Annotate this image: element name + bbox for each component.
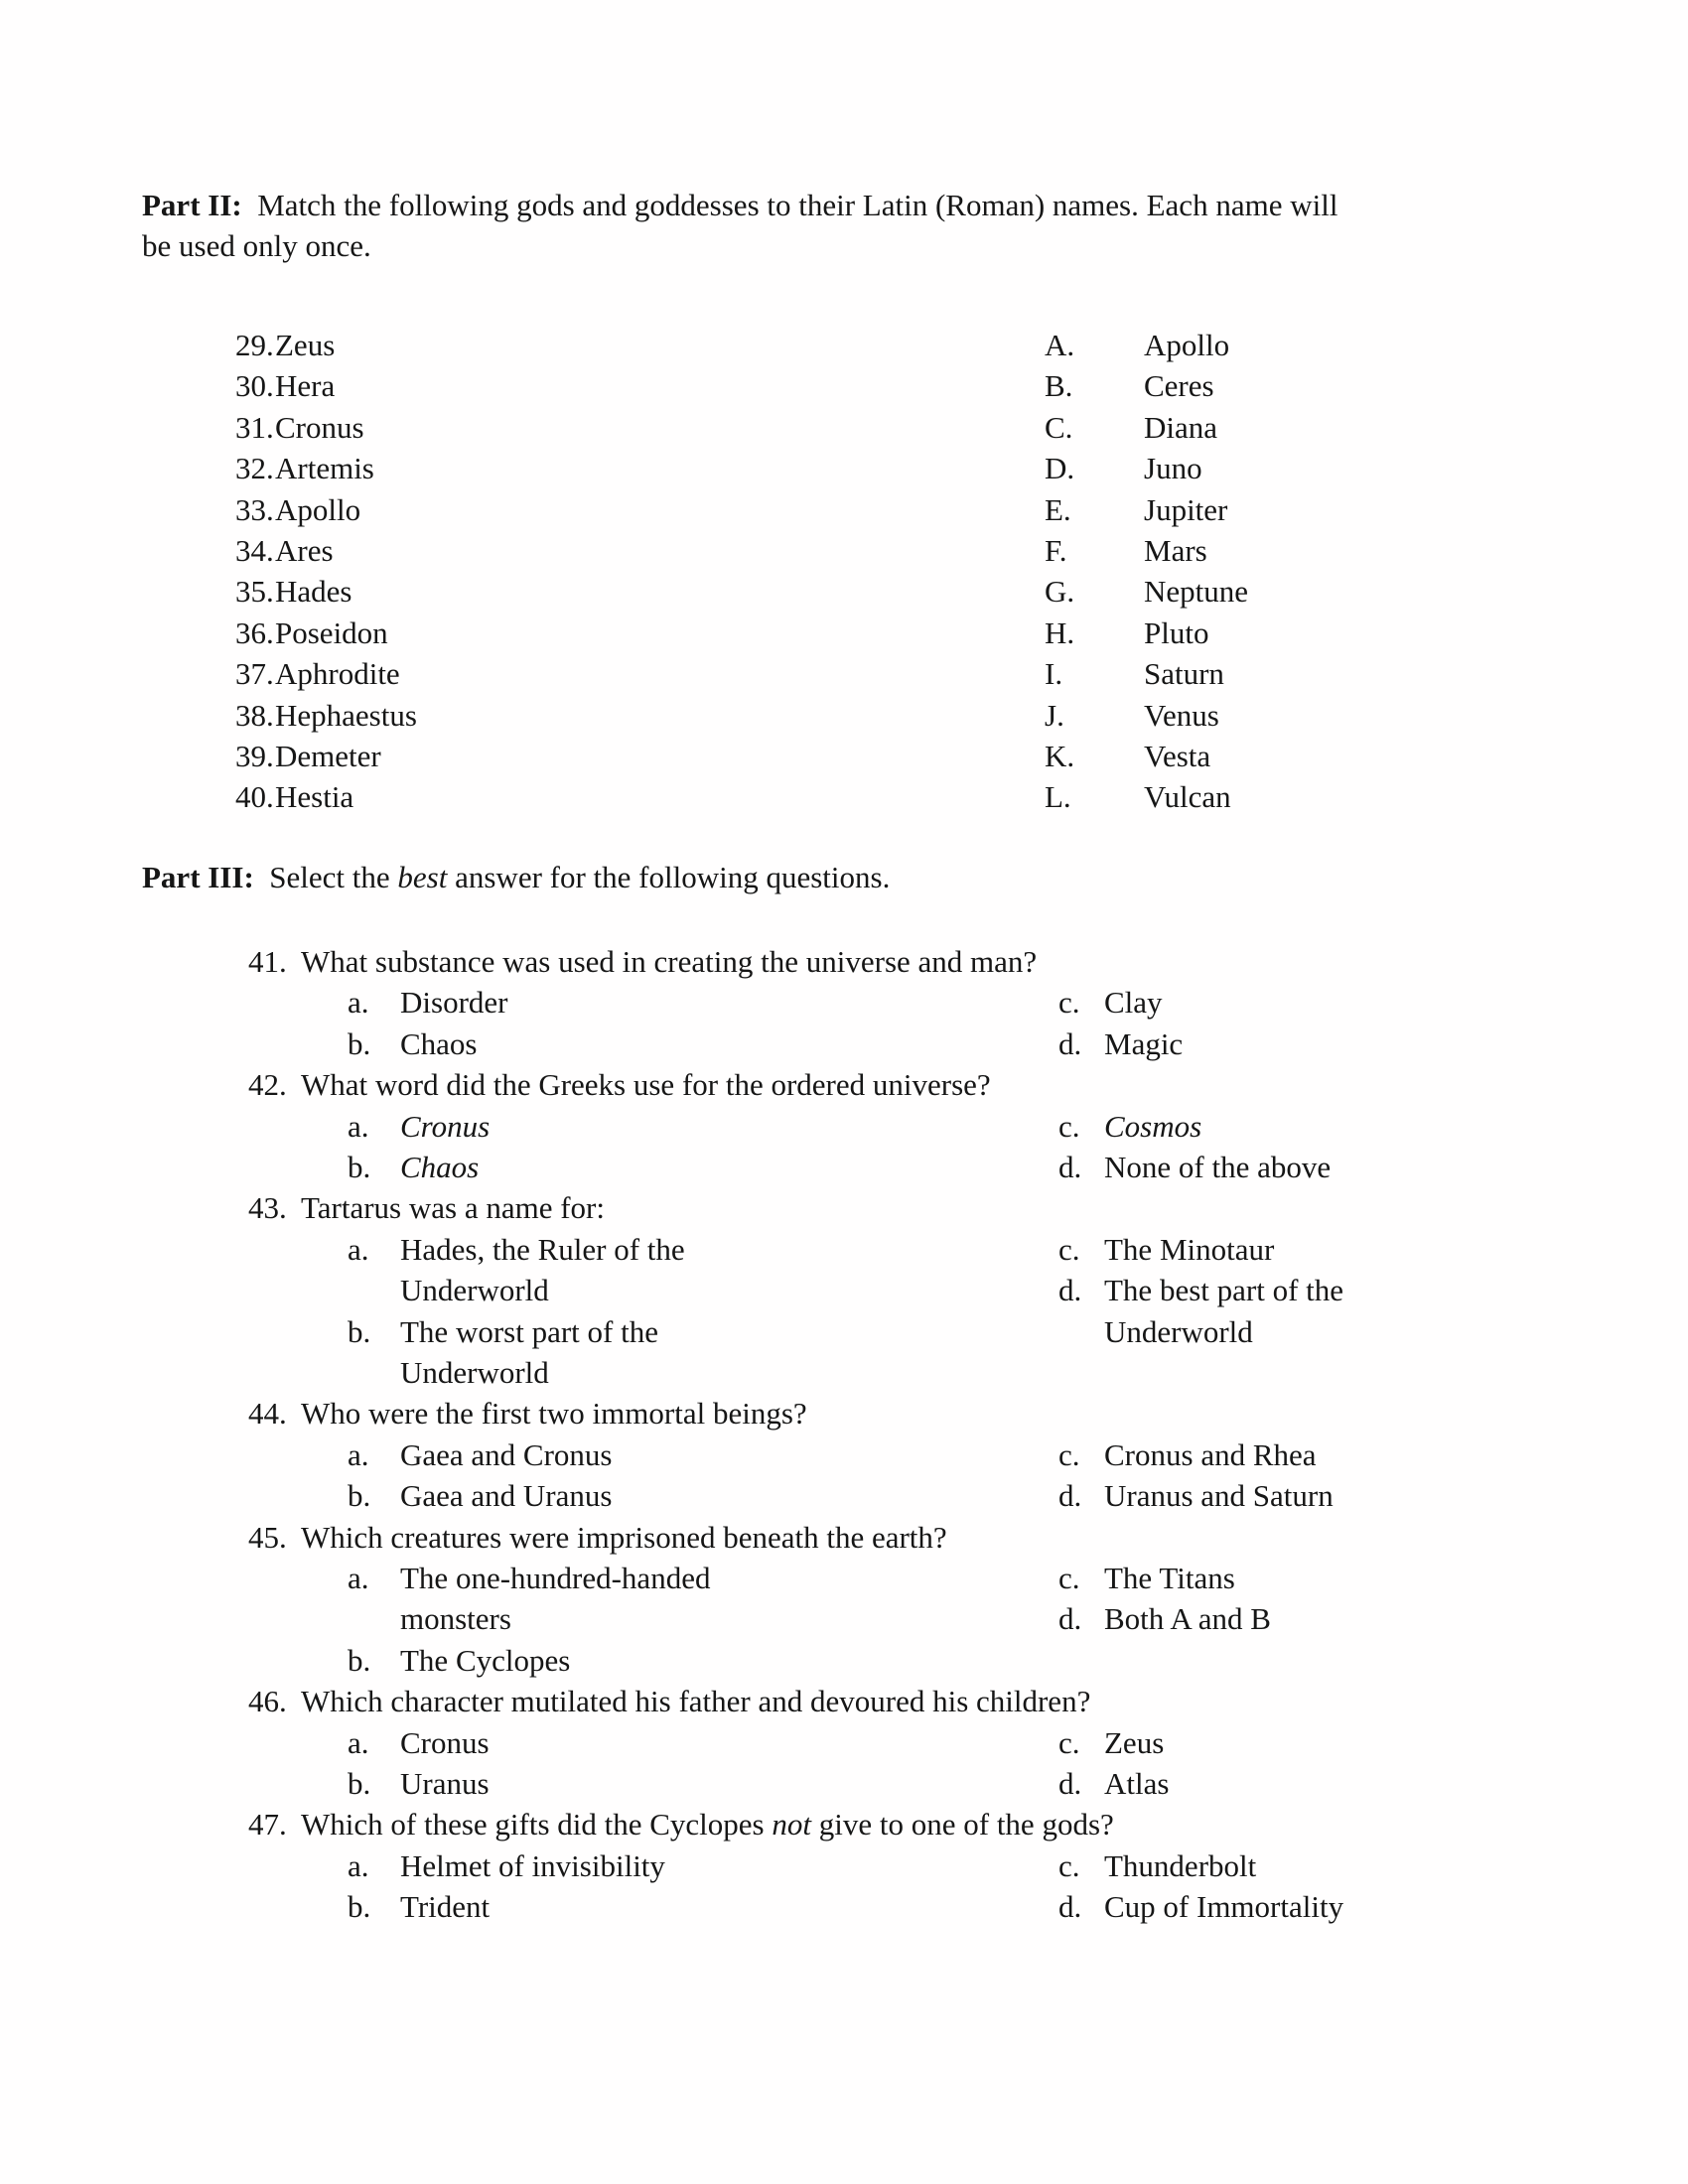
question-text bbox=[301, 941, 1037, 982]
option-text-line: Magic bbox=[1104, 1025, 1184, 1061]
greek-item-name: Apollo bbox=[275, 491, 361, 527]
question-block bbox=[0, 941, 1688, 1064]
option-text bbox=[1104, 982, 1163, 1023]
option-item bbox=[1058, 1475, 1334, 1516]
option-item bbox=[348, 1229, 983, 1311]
option-item bbox=[348, 1475, 983, 1516]
greek-item-name: Hephaestus bbox=[275, 697, 417, 733]
part3-instruction-segment: answer for the following questions. bbox=[447, 860, 891, 894]
option-item bbox=[348, 982, 983, 1023]
latin-item-letter: G. bbox=[1045, 574, 1075, 610]
option-item bbox=[1058, 1270, 1343, 1352]
options-column-left bbox=[348, 1434, 983, 1517]
matching-row bbox=[0, 776, 1688, 817]
question-text bbox=[301, 1187, 605, 1228]
option-text-line: Hades, the Ruler of the bbox=[400, 1231, 685, 1267]
greek-item-name: Aphrodite bbox=[275, 656, 400, 692]
option-text-line: The Titans bbox=[1104, 1561, 1235, 1596]
matching-row bbox=[0, 530, 1688, 571]
option-letter: b. bbox=[348, 1150, 371, 1184]
option-text-line: monsters bbox=[400, 1601, 511, 1637]
matching-row bbox=[0, 571, 1688, 612]
question-text-segment: Which creatures were imprisoned beneath the earth? bbox=[301, 1519, 947, 1555]
options-group bbox=[0, 1845, 1688, 1928]
option-text-line: The best part of the bbox=[1104, 1273, 1344, 1308]
question-text-segment: Who were the first two immortal beings? bbox=[301, 1396, 807, 1432]
option-item bbox=[1058, 1229, 1343, 1270]
option-text bbox=[1104, 1434, 1317, 1475]
part2-header-line1 bbox=[142, 188, 1337, 222]
option-letter: a. bbox=[348, 985, 369, 1021]
question-number: 42. bbox=[248, 1067, 287, 1103]
matching-section bbox=[0, 325, 1688, 818]
question-number: 43. bbox=[248, 1190, 287, 1226]
latin-item-letter: A. bbox=[1045, 328, 1075, 362]
greek-item-number: 33. bbox=[235, 491, 274, 527]
option-item bbox=[1058, 1024, 1183, 1064]
option-text bbox=[1104, 1722, 1164, 1763]
option-text-line: Thunderbolt bbox=[1104, 1847, 1257, 1883]
part3-instruction-segment: best bbox=[397, 860, 448, 894]
matching-row bbox=[0, 736, 1688, 776]
option-item bbox=[348, 1558, 983, 1640]
options-group bbox=[0, 1229, 1688, 1394]
option-text-line: Clay bbox=[1104, 985, 1163, 1021]
option-text bbox=[1104, 1024, 1183, 1064]
option-letter: d. bbox=[1058, 1889, 1082, 1925]
question-block bbox=[0, 1064, 1688, 1187]
options-group bbox=[0, 1106, 1688, 1188]
option-letter: a. bbox=[348, 1847, 369, 1883]
option-letter: a. bbox=[348, 1724, 369, 1760]
option-text bbox=[1104, 1229, 1274, 1270]
latin-item-letter: E. bbox=[1045, 491, 1071, 527]
option-letter: d. bbox=[1058, 1025, 1082, 1061]
question-text-segment: give to one of the gods? bbox=[811, 1807, 1114, 1843]
matching-row bbox=[0, 489, 1688, 530]
question-line bbox=[0, 1064, 1688, 1105]
option-text-line: Zeus bbox=[1104, 1724, 1165, 1760]
greek-item-name: Hestia bbox=[275, 779, 354, 815]
greek-item-name: Hades bbox=[275, 574, 352, 610]
option-text-line: Both A and B bbox=[1104, 1601, 1271, 1637]
option-text bbox=[400, 1558, 710, 1640]
part3-header bbox=[142, 857, 890, 897]
question-number: 47. bbox=[248, 1807, 287, 1843]
latin-item-name: Ceres bbox=[1144, 368, 1214, 404]
option-letter: d. bbox=[1058, 1601, 1082, 1637]
options-column-left bbox=[348, 1106, 983, 1188]
greek-item-number: 36. bbox=[235, 614, 274, 650]
option-text bbox=[1104, 1558, 1235, 1598]
option-letter: c. bbox=[1058, 1561, 1080, 1596]
option-text-line: Trident bbox=[400, 1889, 491, 1925]
option-text bbox=[400, 1311, 658, 1394]
question-block bbox=[0, 1517, 1688, 1682]
question-text bbox=[301, 1681, 1090, 1721]
option-text-line: Gaea and Uranus bbox=[400, 1478, 613, 1514]
latin-item-name: Venus bbox=[1144, 697, 1219, 733]
question-number: 41. bbox=[248, 944, 287, 979]
option-item bbox=[1058, 1434, 1334, 1475]
option-text-line: Chaos bbox=[400, 1025, 478, 1061]
option-text-line: Atlas bbox=[1104, 1766, 1170, 1802]
option-text-line: Underworld bbox=[1104, 1313, 1253, 1349]
option-item bbox=[1058, 982, 1183, 1023]
part2-header bbox=[142, 185, 1337, 267]
option-letter: d. bbox=[1058, 1766, 1082, 1802]
latin-item-name: Pluto bbox=[1144, 614, 1209, 650]
option-letter: a. bbox=[348, 1231, 369, 1267]
options-column-right bbox=[1058, 1845, 1343, 1928]
options-column-left bbox=[348, 1722, 983, 1805]
greek-item-name: Cronus bbox=[275, 409, 364, 445]
matching-row bbox=[0, 448, 1688, 488]
question-text-segment: Which character mutilated his father and devoured his children? bbox=[301, 1684, 1091, 1719]
latin-item-name: Diana bbox=[1144, 409, 1218, 445]
options-column-left bbox=[348, 1229, 983, 1394]
options-column-left bbox=[348, 1558, 983, 1681]
option-text-line: Uranus bbox=[400, 1766, 490, 1802]
option-item bbox=[1058, 1147, 1331, 1187]
option-text-line: The worst part of the bbox=[400, 1313, 658, 1349]
question-number: 46. bbox=[248, 1684, 287, 1719]
option-letter: c. bbox=[1058, 1436, 1080, 1472]
part3-label: Part III: bbox=[142, 860, 254, 894]
greek-item-number: 31. bbox=[235, 409, 274, 445]
option-item bbox=[348, 1147, 983, 1187]
matching-row bbox=[0, 325, 1688, 365]
part3-instruction-segment: Select the bbox=[253, 860, 398, 894]
option-text bbox=[400, 1434, 613, 1475]
option-text-line: Cup of Immortality bbox=[1104, 1889, 1344, 1925]
option-item bbox=[348, 1640, 983, 1681]
options-column-right bbox=[1058, 1229, 1343, 1352]
question-text-segment: What substance was used in creating the universe and man? bbox=[301, 944, 1038, 979]
latin-item-name: Juno bbox=[1144, 451, 1202, 486]
part2-label: Part II: bbox=[142, 188, 242, 222]
matching-row bbox=[0, 653, 1688, 694]
option-letter: c. bbox=[1058, 1231, 1080, 1267]
question-line bbox=[0, 1681, 1688, 1721]
option-letter: b. bbox=[348, 1642, 371, 1678]
options-group bbox=[0, 1722, 1688, 1805]
option-letter: a. bbox=[348, 1108, 369, 1144]
latin-item-letter: H. bbox=[1045, 614, 1075, 650]
greek-item-number: 32. bbox=[235, 451, 274, 486]
option-item bbox=[1058, 1886, 1343, 1927]
question-line bbox=[0, 941, 1688, 982]
option-item bbox=[1058, 1598, 1271, 1639]
latin-item-name: Mars bbox=[1144, 532, 1207, 568]
greek-item-number: 38. bbox=[235, 697, 274, 733]
greek-item-name: Zeus bbox=[275, 328, 336, 362]
latin-item-letter: K. bbox=[1045, 738, 1075, 773]
option-text-line: Underworld bbox=[400, 1355, 549, 1391]
options-column-right bbox=[1058, 1434, 1334, 1517]
options-column-left bbox=[348, 1845, 983, 1928]
option-letter: d. bbox=[1058, 1273, 1082, 1308]
greek-item-name: Poseidon bbox=[275, 614, 388, 650]
part2-instructions-line1: Match the following gods and goddesses to their Latin (Roman) names. Each name will bbox=[241, 188, 1338, 222]
latin-item-letter: C. bbox=[1045, 409, 1073, 445]
question-block bbox=[0, 1681, 1688, 1804]
option-text bbox=[400, 982, 507, 1023]
option-text-line: Gaea and Cronus bbox=[400, 1436, 613, 1472]
option-letter: a. bbox=[348, 1436, 369, 1472]
options-column-left bbox=[348, 982, 983, 1064]
greek-item-number: 30. bbox=[235, 368, 274, 404]
option-item bbox=[348, 1024, 983, 1064]
option-letter: c. bbox=[1058, 1108, 1080, 1144]
option-text-line: Cosmos bbox=[1104, 1108, 1202, 1144]
option-letter: d. bbox=[1058, 1150, 1082, 1184]
latin-item-name: Vesta bbox=[1144, 738, 1211, 773]
question-number: 44. bbox=[248, 1396, 287, 1432]
question-line bbox=[0, 1804, 1688, 1844]
latin-item-name: Vulcan bbox=[1144, 779, 1231, 815]
latin-item-name: Apollo bbox=[1144, 328, 1230, 362]
option-text-line: The Cyclopes bbox=[400, 1642, 571, 1678]
option-item bbox=[1058, 1558, 1271, 1598]
option-text-line: Cronus bbox=[400, 1108, 491, 1144]
latin-item-letter: F. bbox=[1045, 532, 1067, 568]
questions-section bbox=[0, 941, 1688, 1928]
option-item bbox=[348, 1886, 983, 1927]
question-text-segment: not bbox=[772, 1807, 811, 1843]
matching-row bbox=[0, 365, 1688, 406]
option-text bbox=[1104, 1886, 1343, 1927]
matching-row bbox=[0, 407, 1688, 448]
option-text bbox=[1104, 1598, 1271, 1639]
options-column-right bbox=[1058, 1558, 1271, 1640]
latin-item-letter: D. bbox=[1045, 451, 1075, 486]
question-text bbox=[301, 1517, 947, 1558]
option-item bbox=[348, 1763, 983, 1804]
option-letter: d. bbox=[1058, 1478, 1082, 1514]
option-text bbox=[1104, 1475, 1334, 1516]
matching-row bbox=[0, 613, 1688, 653]
option-letter: c. bbox=[1058, 985, 1080, 1021]
part2-instructions-line2: be used only once. bbox=[142, 228, 371, 264]
option-letter: b. bbox=[348, 1313, 371, 1349]
options-group bbox=[0, 1434, 1688, 1517]
option-text bbox=[1104, 1845, 1256, 1886]
greek-item-number: 34. bbox=[235, 532, 274, 568]
latin-item-name: Saturn bbox=[1144, 656, 1224, 692]
options-group bbox=[0, 1558, 1688, 1681]
option-text-line: Underworld bbox=[400, 1273, 549, 1308]
option-text-line: Cronus bbox=[400, 1724, 490, 1760]
latin-item-letter: J. bbox=[1045, 697, 1064, 733]
question-block bbox=[0, 1393, 1688, 1516]
greek-item-name: Hera bbox=[275, 368, 336, 404]
question-text bbox=[301, 1804, 1114, 1844]
option-text bbox=[400, 1722, 490, 1763]
option-text bbox=[400, 1475, 612, 1516]
option-text bbox=[400, 1640, 570, 1681]
options-column-right bbox=[1058, 1106, 1331, 1188]
options-group bbox=[0, 982, 1688, 1064]
latin-item-letter: L. bbox=[1045, 779, 1071, 815]
question-text bbox=[301, 1064, 991, 1105]
option-text-line: The one-hundred-handed bbox=[400, 1561, 711, 1596]
greek-item-name: Demeter bbox=[275, 738, 381, 773]
option-text bbox=[400, 1106, 490, 1147]
option-text-line: Helmet of invisibility bbox=[400, 1847, 665, 1883]
option-text-line: None of the above bbox=[1104, 1150, 1332, 1184]
option-text bbox=[400, 1845, 665, 1886]
latin-item-letter: B. bbox=[1045, 368, 1073, 404]
question-text-segment: Tartarus was a name for: bbox=[301, 1190, 605, 1226]
latin-item-name: Neptune bbox=[1144, 574, 1249, 610]
option-text-line: Disorder bbox=[400, 985, 508, 1021]
options-column-right bbox=[1058, 1722, 1169, 1805]
option-item bbox=[348, 1106, 983, 1147]
option-letter: b. bbox=[348, 1766, 371, 1802]
option-item bbox=[1058, 1763, 1169, 1804]
option-text-line: The Minotaur bbox=[1104, 1231, 1275, 1267]
part3-instructions bbox=[254, 860, 891, 894]
latin-item-letter: I. bbox=[1045, 656, 1063, 692]
option-item bbox=[348, 1434, 983, 1475]
option-text-line: Chaos bbox=[400, 1150, 480, 1184]
greek-item-number: 35. bbox=[235, 574, 274, 610]
option-text bbox=[1104, 1270, 1343, 1352]
option-letter: b. bbox=[348, 1025, 371, 1061]
option-item bbox=[348, 1845, 983, 1886]
question-block bbox=[0, 1804, 1688, 1927]
option-text bbox=[1104, 1147, 1331, 1187]
greek-item-number: 37. bbox=[235, 656, 274, 692]
option-text bbox=[400, 1147, 479, 1187]
greek-item-name: Artemis bbox=[275, 451, 374, 486]
question-number: 45. bbox=[248, 1519, 287, 1555]
question-line bbox=[0, 1517, 1688, 1558]
option-text bbox=[400, 1886, 490, 1927]
option-letter: b. bbox=[348, 1889, 371, 1925]
option-item bbox=[348, 1722, 983, 1763]
question-line bbox=[0, 1187, 1688, 1228]
option-letter: b. bbox=[348, 1478, 371, 1514]
option-text bbox=[1104, 1763, 1169, 1804]
question-text bbox=[301, 1393, 807, 1433]
matching-row bbox=[0, 695, 1688, 736]
question-block bbox=[0, 1187, 1688, 1393]
greek-item-number: 29. bbox=[235, 328, 274, 362]
question-text-segment: What word did the Greeks use for the ordered universe? bbox=[301, 1067, 991, 1103]
option-item bbox=[348, 1311, 983, 1394]
greek-item-number: 39. bbox=[235, 738, 274, 773]
option-letter: a. bbox=[348, 1561, 369, 1596]
options-column-right bbox=[1058, 982, 1183, 1064]
option-text bbox=[400, 1763, 490, 1804]
option-text-line: Uranus and Saturn bbox=[1104, 1478, 1334, 1514]
latin-item-name: Jupiter bbox=[1144, 491, 1228, 527]
question-text-segment: Which of these gifts did the Cyclopes bbox=[301, 1807, 773, 1843]
greek-item-number: 40. bbox=[235, 779, 274, 815]
greek-item-name: Ares bbox=[275, 532, 334, 568]
option-item bbox=[1058, 1106, 1331, 1147]
option-text bbox=[400, 1229, 685, 1311]
option-text bbox=[1104, 1106, 1201, 1147]
question-line bbox=[0, 1393, 1688, 1433]
option-text bbox=[400, 1024, 478, 1064]
option-item bbox=[1058, 1845, 1343, 1886]
option-text-line: Cronus and Rhea bbox=[1104, 1436, 1317, 1472]
option-item bbox=[1058, 1722, 1169, 1763]
option-letter: c. bbox=[1058, 1724, 1080, 1760]
option-letter: c. bbox=[1058, 1847, 1080, 1883]
